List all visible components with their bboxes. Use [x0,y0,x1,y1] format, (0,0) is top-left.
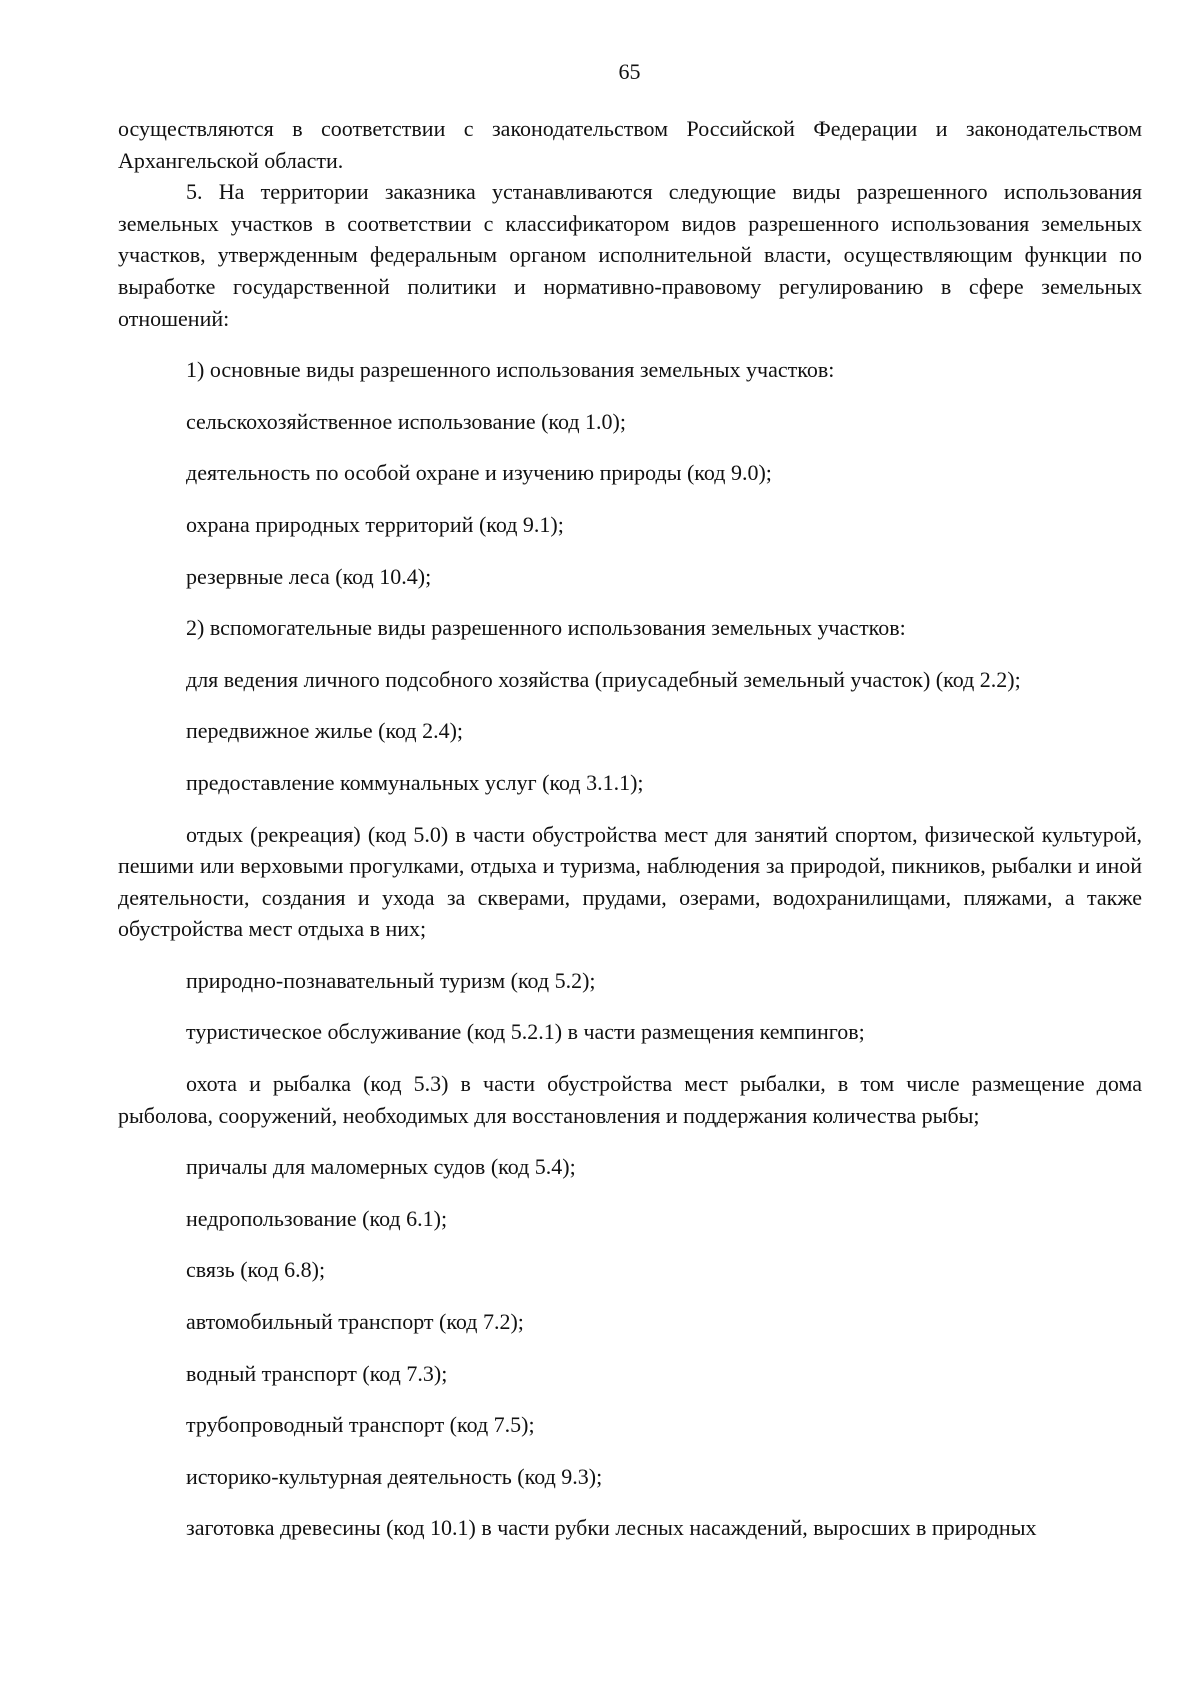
list-item: резервные леса (код 10.4); [186,563,432,589]
list-item: предоставление коммунальных услуг (код 3.1.1); [186,769,644,795]
list-item: передвижное жилье (код 2.4); [186,718,464,744]
paragraph-item-5: 5. На территории заказника устанавливаются следующие виды разрешенного использования земельных участков в соответствии с классификатором видов разрешенного использования земельных участков, утвержденным федеральным органом исполнительной власти, осуществляющим функции по выработке государственной политики и нормативно-правовому регулированию в сфере земельных отношений: [118,179,1142,331]
paragraph-continuation: осуществляются в соответствии с законодательством Российской Федерации и законодательством Архангельской области. [118,116,1142,173]
list-item: отдых (рекреация) (код 5.0) в части обустройства мест для занятий спортом, физической культурой, пешими или верховыми прогулками, отдыха и туризма, наблюдения за природой, пикников, рыбалки и иной деятельности, создания и ухода за скверами, прудами, озерами, водохранилищами, пляжами, а также обустройства мест отдыха в них; [118,821,1142,942]
list-item: природно-познавательный туризм (код 5.2); [186,967,596,993]
list-item: связь (код 6.8); [186,1257,326,1283]
list-item: водный транспорт (код 7.3); [186,1360,448,1386]
list-item: историко-культурная деятельность (код 9.3); [186,1463,603,1489]
list-item: недропользование (код 6.1); [186,1205,448,1231]
paragraph-auxiliary-uses-heading: 2) вспомогательные виды разрешенного использования земельных участков: [186,615,906,641]
list-item: автомобильный транспорт (код 7.2); [186,1309,524,1335]
list-item: деятельность по особой охране и изучению природы (код 9.0); [186,460,772,486]
list-item: причалы для маломерных судов (код 5.4); [186,1154,576,1180]
list-item: заготовка древесины (код 10.1) в части рубки лесных насаждений, выросших в природных [186,1515,1037,1541]
list-item: сельскохозяйственное использование (код 1.0); [186,408,626,434]
list-item: охрана природных территорий (код 9.1); [186,511,564,537]
list-item: охота и рыбалка (код 5.3) в части обустройства мест рыбалки, в том числе размещение дома рыболова, сооружений, необходимых для восстановления и поддержания количества рыбы; [118,1071,1142,1128]
document-body [118,113,1142,1544]
list-item: трубопроводный транспорт (код 7.5); [186,1412,535,1438]
page-number: 65 [618,59,641,84]
list-item: для ведения личного подсобного хозяйства (приусадебный земельный участок) (код 2.2); [186,666,1021,692]
list-item: туристическое обслуживание (код 5.2.1) в части размещения кемпингов; [186,1019,865,1045]
paragraph-main-uses-heading: 1) основные виды разрешенного использования земельных участков: [186,357,835,383]
